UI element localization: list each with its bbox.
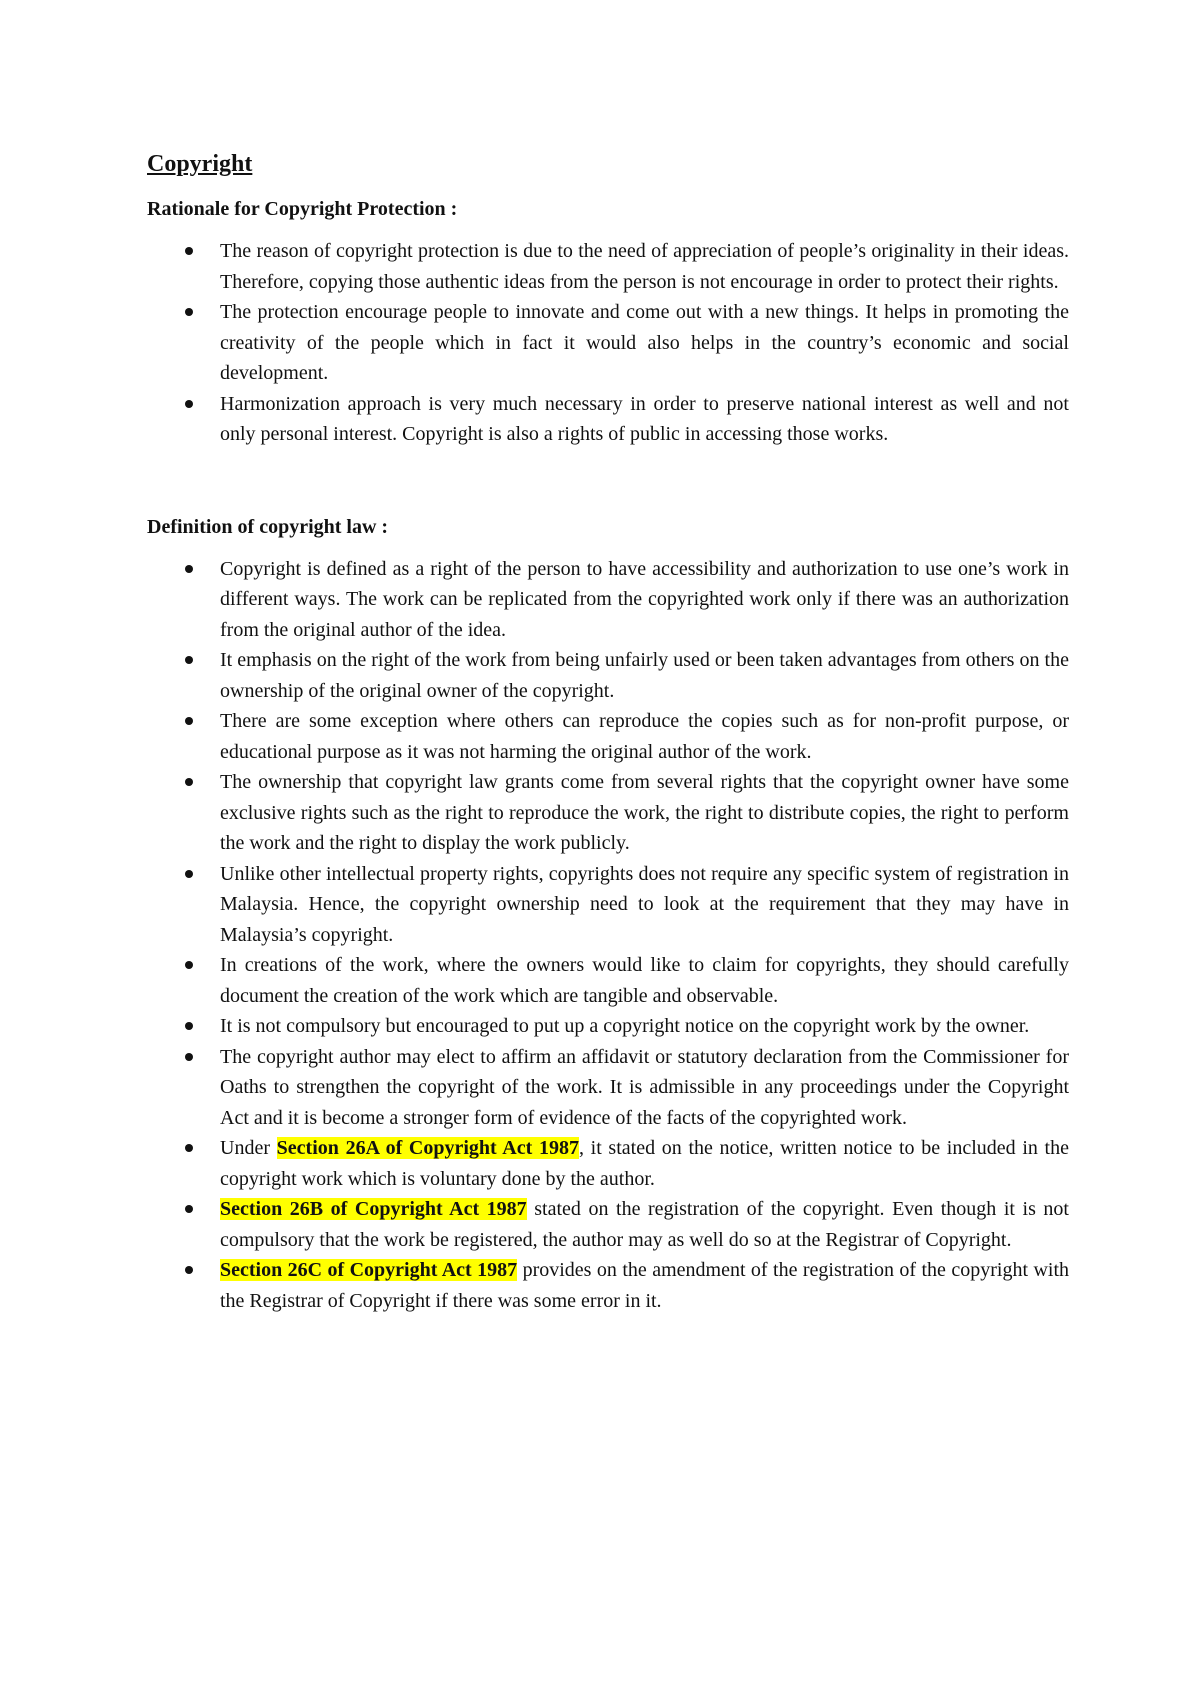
list-item-text: Copyright is defined as a right of the person to have accessibility and authorization to use one’s work in different ways. The work can be replicated from the copyrighted work only if there was an authorization from the original author of the idea. [220, 557, 1069, 641]
section-heading-definition: Definition of copyright law : [147, 515, 389, 538]
list-item [147, 706, 1069, 767]
bullet-icon [185, 1266, 193, 1274]
bullet-icon [185, 1022, 193, 1030]
list-item-text: The ownership that copyright law grants come from several rights that the copyright owner have some exclusive rights such as the right to reproduce the work, the right to distribute copies, the right to perform the work and the right to display the work publicly. [220, 771, 1069, 854]
list-item-post: stated on the registration of the copyright. Even though it is not compulsory that the work be registered, the author may as well do so at the Registrar of Copyright. [220, 1198, 1069, 1251]
list-item-text: It emphasis on the right of the work from being unfairly used or been taken advantages from others on the ownership of the original owner of the copyright. [220, 649, 1069, 702]
bullet-icon [185, 400, 193, 408]
list-item-text: It is not compulsory but encouraged to put up a copyright notice on the copyright work by the owner. [220, 1015, 1030, 1037]
document-body [147, 146, 1069, 1316]
bullet-icon [185, 1205, 193, 1213]
document-title: Copyright [147, 151, 253, 177]
list-item-post: provides on the amendment of the registration of the copyright with the Registrar of Copyright if there was some error in it. [220, 1259, 1070, 1312]
bullet-icon [185, 961, 193, 969]
list-item [147, 645, 1069, 706]
highlighted-section-ref: Section 26B of Copyright Act 1987 [220, 1198, 527, 1220]
list-item-text: There are some exception where others can reproduce the copies such as for non-profit purpose, or educational purpose as it was not harming the original author of the work. [220, 710, 1069, 763]
list-item-text: In creations of the work, where the owners would like to claim for copyrights, they should carefully document the creation of the work which are tangible and observable. [220, 954, 1069, 1007]
list-item-text: The reason of copyright protection is due to the need of appreciation of people’s originality in their ideas. Therefore, copying those authentic ideas from the person is not encourage in order to protect their rights. [220, 240, 1069, 293]
list-item [147, 297, 1069, 389]
bullet-icon [185, 1144, 193, 1152]
section-heading-rationale: Rationale for Copyright Protection : [147, 198, 458, 220]
highlighted-section-ref: Section 26A of Copyright Act 1987 [276, 1137, 579, 1159]
bullet-icon [185, 656, 193, 664]
list-item-text: The protection encourage people to innovate and come out with a new things. It helps in promoting the creativity of the people which in fact it would also helps in the country’s economic and social development. [220, 301, 1069, 384]
bullet-icon [185, 1053, 193, 1061]
list-item-text: Unlike other intellectual property rights, copyrights does not require any specific system of registration in Malaysia. Hence, the copyright ownership need to look at the requirement that they may have in Malaysia’s copyright. [220, 862, 1069, 946]
list-item [147, 1255, 1069, 1316]
list-item-text: Harmonization approach is very much necessary in order to preserve national interest as well and not only personal interest. Copyright is also a rights of public in accessing those works. [220, 392, 1069, 445]
list-item [147, 1011, 1069, 1042]
list-item [147, 236, 1069, 297]
list-item [147, 950, 1069, 1011]
bullet-icon [185, 308, 193, 316]
list-item [147, 767, 1069, 859]
list-item [147, 1133, 1069, 1194]
bullet-icon [185, 247, 193, 255]
list-item-post: , it stated on the notice, written notice to be included in the copyright work which is voluntary done by the author. [220, 1137, 1069, 1190]
list-item-text: The copyright author may elect to affirm an affidavit or statutory declaration from the Commissioner for Oaths to strengthen the copyright of the work. It is admissible in any proceedings under the Copyright Act and it is become a stronger form of evidence of the facts of the copyrighted work. [220, 1045, 1069, 1129]
bullet-icon [185, 778, 193, 786]
list-item [147, 1194, 1069, 1255]
list-item [147, 389, 1069, 450]
list-item [147, 859, 1069, 951]
bullet-icon [185, 870, 193, 878]
list-item [147, 554, 1069, 646]
bullet-icon [185, 717, 193, 725]
definition-list [147, 554, 1069, 1317]
highlighted-section-ref: Section 26C of Copyright Act 1987 [220, 1259, 518, 1281]
bullet-icon [185, 565, 193, 573]
list-item [147, 1042, 1069, 1134]
rationale-list [147, 236, 1069, 450]
list-item-pre: Under [220, 1137, 277, 1159]
